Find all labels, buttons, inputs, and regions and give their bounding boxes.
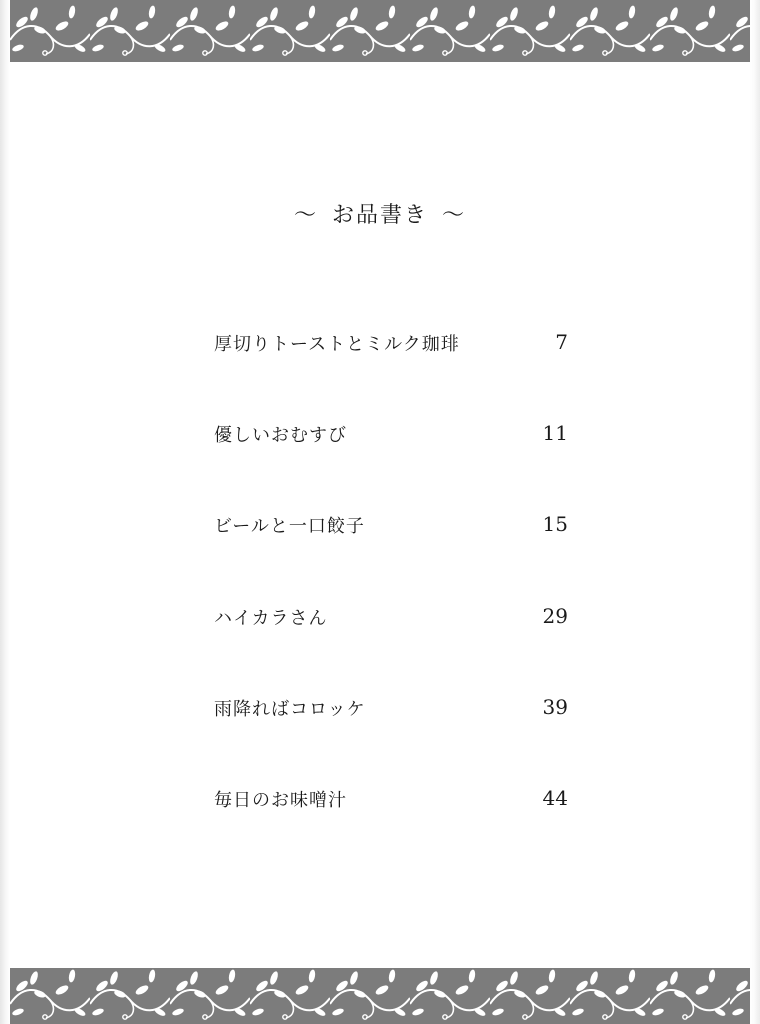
toc-entry-title: 厚切りトーストとミルク珈琲 (214, 334, 460, 355)
page-edge-right (750, 0, 760, 1024)
toc-entry[interactable] (214, 683, 568, 774)
toc-entry-title: 雨降ればコロッケ (214, 698, 366, 720)
toc-entry-page: 7 (555, 330, 568, 354)
toc-entry-title: ハイカラさん (214, 607, 328, 629)
toc-entry[interactable] (214, 774, 568, 865)
page-title (0, 198, 760, 229)
vine-leaf-pattern-icon (10, 968, 750, 1024)
toc-entry-title: 優しいおむすび (214, 425, 347, 447)
toc-entry[interactable] (214, 409, 568, 500)
toc-entry[interactable] (214, 318, 568, 409)
vine-leaf-pattern-icon (10, 0, 750, 62)
toc-entry-page: 29 (542, 603, 568, 628)
page-edge-left (0, 0, 10, 1024)
toc-entry-title: 毎日のお味噌汁 (214, 789, 347, 811)
toc-entry-page: 15 (542, 512, 568, 537)
toc-entry[interactable] (214, 592, 568, 683)
toc-entry-title: ビールと一口餃子 (214, 516, 365, 538)
title-suffix: ～ (442, 203, 467, 228)
bottom-vine-border (10, 968, 750, 1024)
title-prefix: ～ (293, 203, 318, 228)
table-of-contents (214, 318, 568, 865)
top-vine-border (10, 0, 750, 62)
toc-entry-page: 44 (542, 785, 568, 810)
toc-entry[interactable] (214, 500, 568, 591)
toc-entry-page: 39 (542, 694, 568, 719)
title-text: お品書き (331, 203, 428, 228)
toc-entry-page: 11 (542, 421, 568, 446)
